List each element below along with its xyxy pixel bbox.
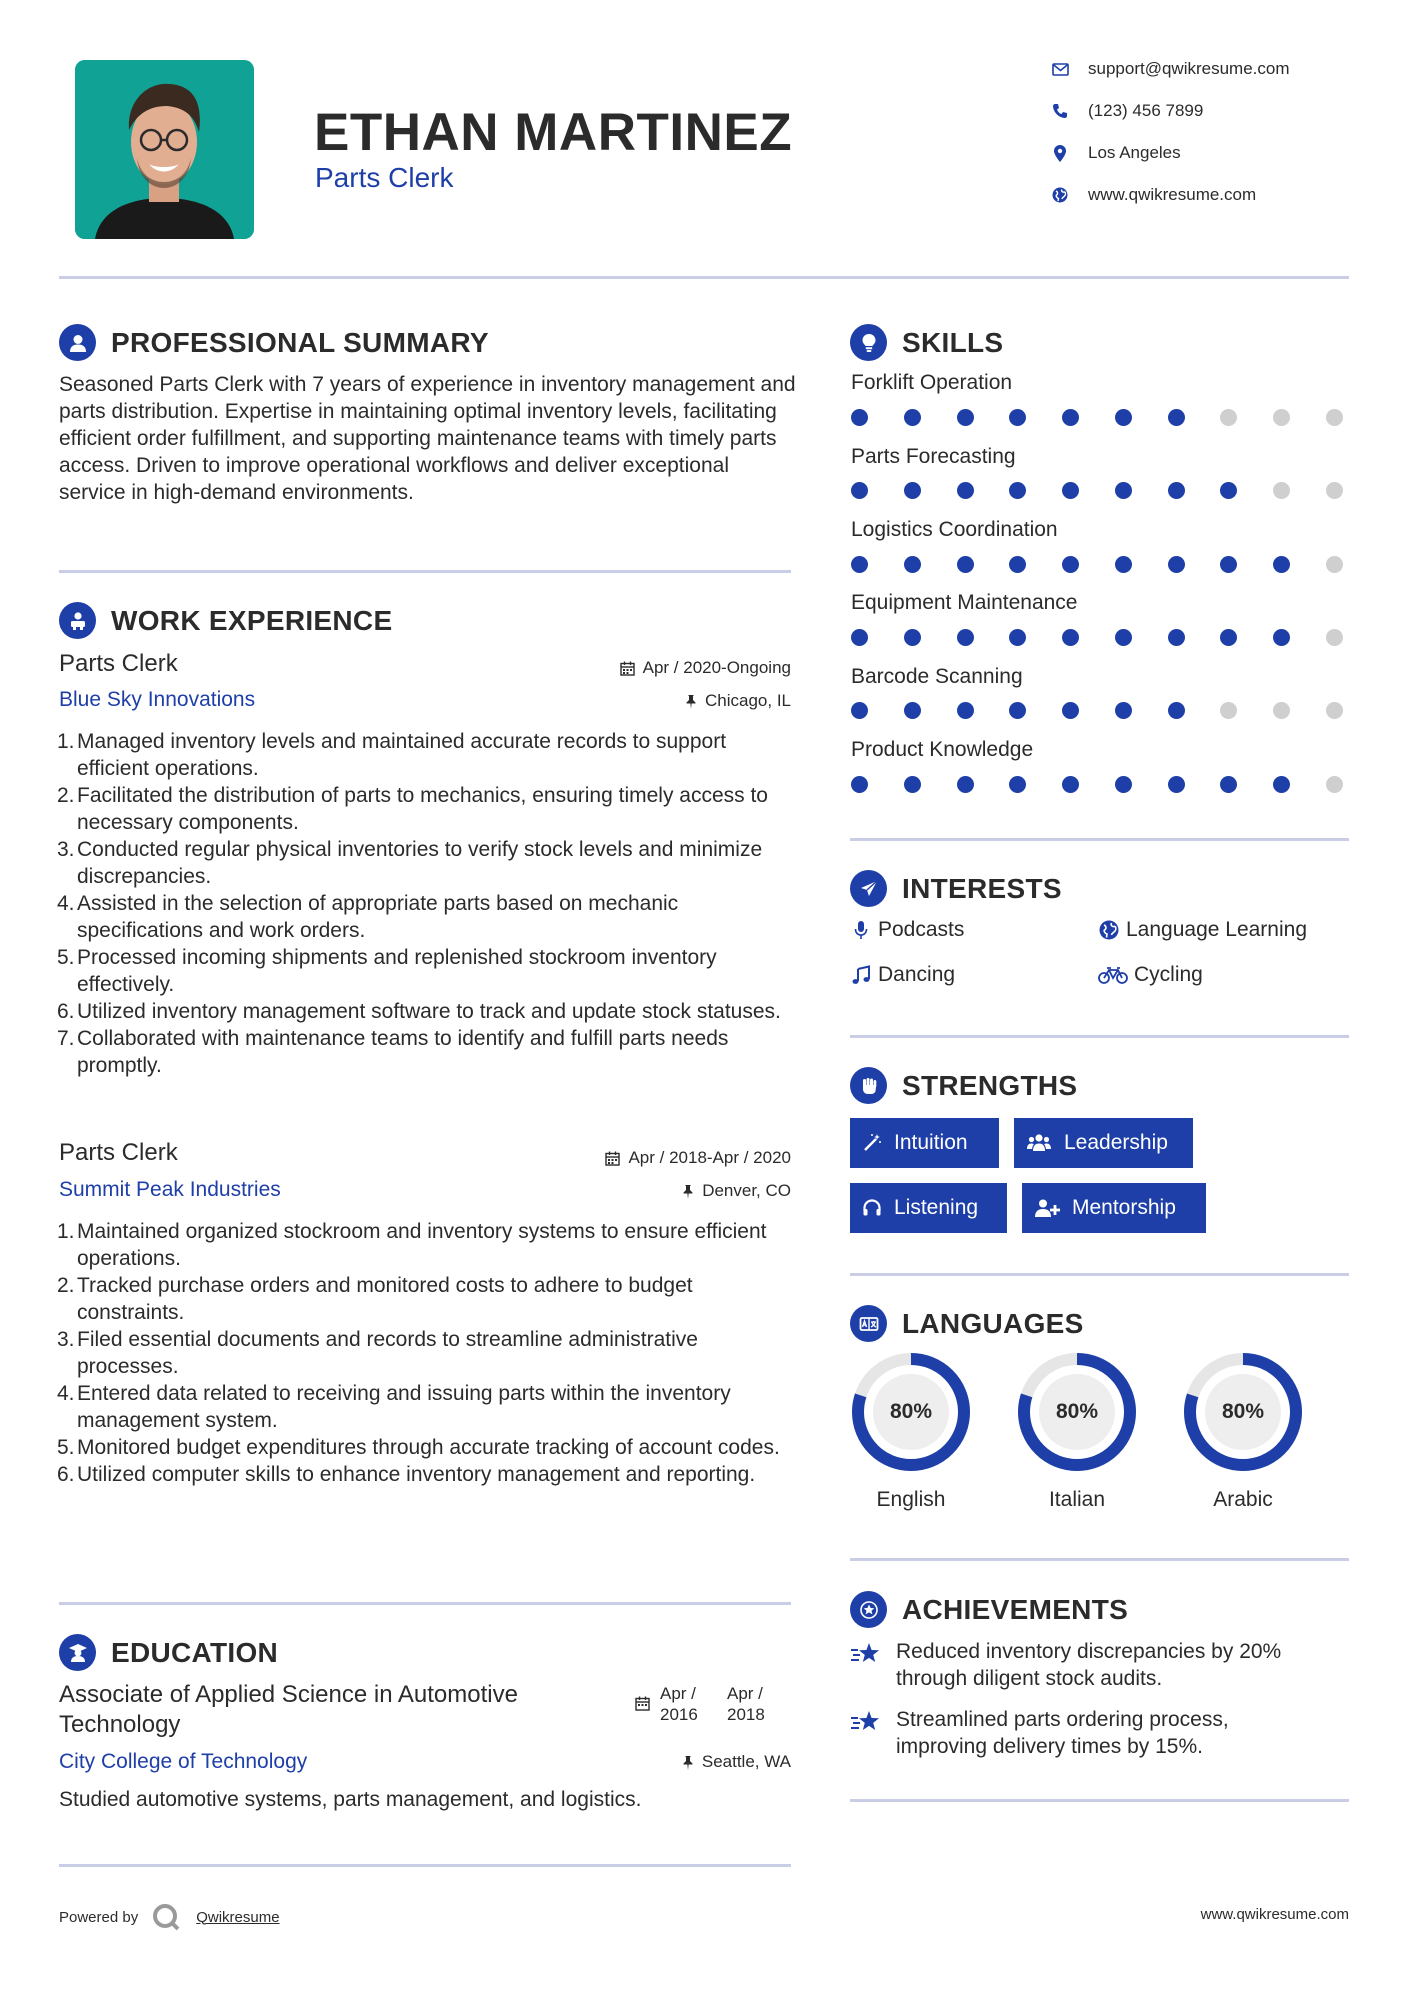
skill-rating	[851, 409, 1343, 426]
briefcase-user-icon	[59, 602, 96, 639]
rating-dot-filled	[904, 776, 921, 793]
rating-dot-filled	[957, 482, 974, 499]
rating-dot-filled	[1062, 702, 1079, 719]
footer-website-link[interactable]: www.qwikresume.com	[1200, 1906, 1349, 1923]
candidate-name: ETHAN MARTINEZ	[314, 103, 793, 162]
users-icon	[1026, 1133, 1052, 1153]
contact-location: Los Angeles	[1050, 141, 1380, 165]
star-icon	[850, 1638, 882, 1692]
achievements-divider	[850, 1799, 1349, 1802]
header-divider	[59, 276, 1349, 279]
achievement-item: Streamlined parts ordering process, improving delivery times by 15%.	[850, 1706, 1349, 1760]
achievement-item: Reduced inventory discrepancies by 20% through diligent stock audits.	[850, 1638, 1349, 1692]
list-item: 4. Assisted in the selection of appropriate parts based on mechanic specifications and work orders.	[57, 892, 679, 942]
language-ring-english	[850, 1351, 972, 1473]
pushpin-icon	[685, 694, 697, 709]
rating-dot-empty	[1326, 556, 1343, 573]
skill-name: Logistics Coordination	[851, 518, 1058, 541]
summary-divider	[59, 570, 791, 573]
job-2-location: Denver, CO	[491, 1181, 791, 1201]
skill-rating	[851, 629, 1343, 646]
skill-name: Parts Forecasting	[851, 445, 1016, 468]
job-1-title: Parts Clerk	[59, 650, 178, 677]
rating-dot-filled	[851, 409, 868, 426]
languages-heading: LANGUAGES	[850, 1305, 1084, 1342]
strength-tag-mentorship: Mentorship	[1022, 1183, 1206, 1233]
globe-icon	[1098, 919, 1120, 941]
skill-name: Forklift Operation	[851, 371, 1013, 394]
interest-language-learning: Language Learning	[1098, 918, 1307, 942]
strengths-heading: STRENGTHS	[850, 1067, 1077, 1104]
rating-dot-filled	[1168, 482, 1185, 499]
interest-dancing: Dancing	[850, 963, 955, 987]
language-percent: 80%	[1221, 1400, 1265, 1423]
rating-dot-filled	[904, 629, 921, 646]
summary-text: Seasoned Parts Clerk with 7 years of experience in inventory management and parts distribution. Expertise in maintaining optimal inventory levels, facilitating efficient order fulfillment, and supporting maintenance teams with timely parts access. Driven to improve operational workflows and deliver exceptional service in high-demand environments.	[59, 373, 796, 504]
rating-dot-filled	[1009, 482, 1026, 499]
list-item: 3. Conducted regular physical inventories to verify stock levels and minimize discrepancies.	[57, 838, 763, 888]
calendar-icon	[605, 1151, 620, 1166]
job-1-company: Blue Sky Innovations	[59, 688, 256, 711]
skill-rating	[851, 776, 1343, 793]
rating-dot-filled	[851, 482, 868, 499]
rating-dot-filled	[1220, 629, 1237, 646]
rating-dot-filled	[1062, 556, 1079, 573]
rating-dot-empty	[1326, 776, 1343, 793]
rating-dot-filled	[1115, 702, 1132, 719]
skill-name: Equipment Maintenance	[851, 591, 1078, 614]
user-plus-icon	[1034, 1198, 1060, 1218]
rating-dot-filled	[1168, 629, 1185, 646]
education-description: Studied automotive systems, parts management, and logistics.	[59, 1788, 642, 1811]
candidate-role: Parts Clerk	[315, 162, 454, 193]
interests-divider	[850, 1035, 1349, 1038]
user-icon	[59, 324, 96, 361]
job-2-date: Apr / 2018-Apr / 2020	[491, 1148, 791, 1168]
rating-dot-filled	[851, 776, 868, 793]
list-item: 2. Facilitated the distribution of parts to mechanics, ensuring timely access to necessary components.	[57, 784, 768, 834]
rating-dot-filled	[1168, 409, 1185, 426]
envelope-icon	[1050, 59, 1070, 79]
list-item: 2. Tracked purchase orders and monitored costs to adhere to budget constraints.	[57, 1274, 693, 1324]
education-divider	[59, 1864, 791, 1867]
rating-dot-filled	[1009, 409, 1026, 426]
job-1-location: Chicago, IL	[491, 691, 791, 711]
education-school: City College of Technology	[59, 1750, 308, 1773]
rating-dot-empty	[1326, 409, 1343, 426]
rating-dot-filled	[851, 629, 868, 646]
rating-dot-filled	[904, 702, 921, 719]
rating-dot-filled	[1273, 629, 1290, 646]
rating-dot-filled	[1009, 776, 1026, 793]
job-2-title: Parts Clerk	[59, 1139, 178, 1166]
list-item: 3. Filed essential documents and records to streamline administrative processes.	[57, 1328, 698, 1378]
magic-wand-icon	[862, 1133, 882, 1153]
rating-dot-filled	[1115, 629, 1132, 646]
globe-icon	[1050, 185, 1070, 205]
rating-dot-filled	[1009, 556, 1026, 573]
language-ring-arabic	[1182, 1351, 1304, 1473]
skill-rating	[851, 482, 1343, 499]
skill-name: Product Knowledge	[851, 738, 1034, 761]
interests-heading: INTERESTS	[850, 870, 1062, 907]
rating-dot-filled	[1062, 776, 1079, 793]
location-pin-icon	[1050, 143, 1070, 163]
rating-dot-filled	[957, 702, 974, 719]
profile-photo	[75, 60, 254, 239]
rating-dot-filled	[1062, 409, 1079, 426]
rating-dot-filled	[904, 556, 921, 573]
contact-website[interactable]: www.qwikresume.com	[1050, 183, 1380, 207]
education-heading: EDUCATION	[59, 1634, 278, 1671]
calendar-icon	[635, 1695, 650, 1716]
languages-divider	[850, 1558, 1349, 1561]
list-item: 4. Entered data related to receiving and issuing parts within the inventory management system.	[57, 1382, 731, 1432]
rating-dot-filled	[1062, 482, 1079, 499]
skills-heading: SKILLS	[850, 324, 1003, 361]
list-item: 5. Processed incoming shipments and replenished stockroom inventory effectively.	[57, 946, 717, 996]
rating-dot-empty	[1326, 629, 1343, 646]
rating-dot-filled	[1115, 556, 1132, 573]
skill-rating	[851, 702, 1343, 719]
interest-podcasts: Podcasts	[850, 918, 964, 942]
rating-dot-filled	[1168, 776, 1185, 793]
language-name: English	[876, 1488, 946, 1511]
star-badge-icon	[850, 1591, 887, 1628]
footer-brand-link[interactable]: Qwikresume	[196, 1908, 280, 1926]
pushpin-icon	[682, 1755, 694, 1770]
pushpin-icon	[682, 1184, 694, 1199]
list-item: 6. Utilized inventory management software to track and update stock statuses.	[57, 1000, 781, 1023]
rating-dot-filled	[957, 629, 974, 646]
rating-dot-filled	[1273, 556, 1290, 573]
rating-dot-empty	[1326, 482, 1343, 499]
qwikresume-logo-icon	[152, 1903, 182, 1931]
skill-rating	[851, 556, 1343, 573]
rating-dot-filled	[957, 556, 974, 573]
rating-dot-filled	[1115, 776, 1132, 793]
rating-dot-empty	[1220, 409, 1237, 426]
rating-dot-filled	[1115, 409, 1132, 426]
rating-dot-filled	[1168, 702, 1185, 719]
graduate-icon	[59, 1634, 96, 1671]
language-percent: 80%	[1055, 1400, 1099, 1423]
rating-dot-empty	[1273, 702, 1290, 719]
star-icon	[850, 1706, 882, 1760]
job-2-bullets	[59, 1218, 799, 1488]
contact-email[interactable]: support@qwikresume.com	[1050, 57, 1380, 81]
rating-dot-filled	[957, 776, 974, 793]
rating-dot-filled	[1220, 776, 1237, 793]
job-2-company: Summit Peak Industries	[59, 1178, 281, 1201]
experience-heading: WORK EXPERIENCE	[59, 602, 392, 639]
footer-powered: Powered by Qwikresume	[59, 1903, 280, 1931]
raised-fist-icon	[850, 1067, 887, 1104]
language-ring-italian	[1016, 1351, 1138, 1473]
rating-dot-filled	[1062, 629, 1079, 646]
language-percent: 80%	[889, 1400, 933, 1423]
job-1-date: Apr / 2020-Ongoing	[491, 658, 791, 678]
rating-dot-filled	[904, 482, 921, 499]
rating-dot-filled	[1220, 556, 1237, 573]
list-item: 6. Utilized computer skills to enhance inventory management and reporting.	[57, 1463, 756, 1486]
headphones-icon	[862, 1198, 882, 1218]
rating-dot-filled	[1115, 482, 1132, 499]
strength-tag-leadership: Leadership	[1014, 1118, 1193, 1168]
list-item: 1. Managed inventory levels and maintained accurate records to support efficient operations.	[57, 730, 727, 780]
education-degree: Associate of Applied Science in Automotive Technology	[59, 1681, 518, 1738]
lightbulb-icon	[850, 324, 887, 361]
strength-tag-intuition: Intuition	[850, 1118, 999, 1168]
list-item: 7. Collaborated with maintenance teams to identify and fulfill parts needs promptly.	[57, 1027, 729, 1077]
skills-divider	[850, 838, 1349, 841]
experience-divider	[59, 1602, 791, 1605]
rating-dot-filled	[1220, 482, 1237, 499]
skill-name: Barcode Scanning	[851, 665, 1023, 688]
music-note-icon	[850, 964, 872, 986]
list-item: 1. Maintained organized stockroom and inventory systems to ensure efficient operations.	[57, 1220, 767, 1270]
contact-phone[interactable]: (123) 456 7899	[1050, 99, 1380, 123]
rating-dot-filled	[904, 409, 921, 426]
rating-dot-filled	[1273, 776, 1290, 793]
achievements-heading: ACHIEVEMENTS	[850, 1591, 1128, 1628]
list-item: 5. Monitored budget expenditures through accurate tracking of account codes.	[57, 1436, 780, 1459]
language-name: Arabic	[1213, 1488, 1273, 1511]
strength-tag-listening: Listening	[850, 1183, 1007, 1233]
paper-plane-icon	[850, 870, 887, 907]
rating-dot-filled	[957, 409, 974, 426]
microphone-icon	[850, 919, 872, 941]
summary-heading: PROFESSIONAL SUMMARY	[59, 324, 489, 361]
rating-dot-filled	[1009, 702, 1026, 719]
phone-icon	[1050, 101, 1070, 121]
language-icon	[850, 1305, 887, 1342]
rating-dot-empty	[1273, 482, 1290, 499]
rating-dot-filled	[1168, 556, 1185, 573]
rating-dot-empty	[1326, 702, 1343, 719]
rating-dot-empty	[1273, 409, 1290, 426]
job-1-bullets	[59, 728, 799, 1079]
rating-dot-filled	[851, 702, 868, 719]
calendar-icon	[620, 661, 635, 676]
rating-dot-filled	[1009, 629, 1026, 646]
language-name: Italian	[1048, 1488, 1106, 1511]
education-location: Seattle, WA	[491, 1752, 791, 1772]
rating-dot-empty	[1220, 702, 1237, 719]
interest-cycling: Cycling	[1098, 963, 1203, 987]
bicycle-icon	[1098, 964, 1128, 986]
strengths-divider	[850, 1273, 1349, 1276]
rating-dot-filled	[851, 556, 868, 573]
